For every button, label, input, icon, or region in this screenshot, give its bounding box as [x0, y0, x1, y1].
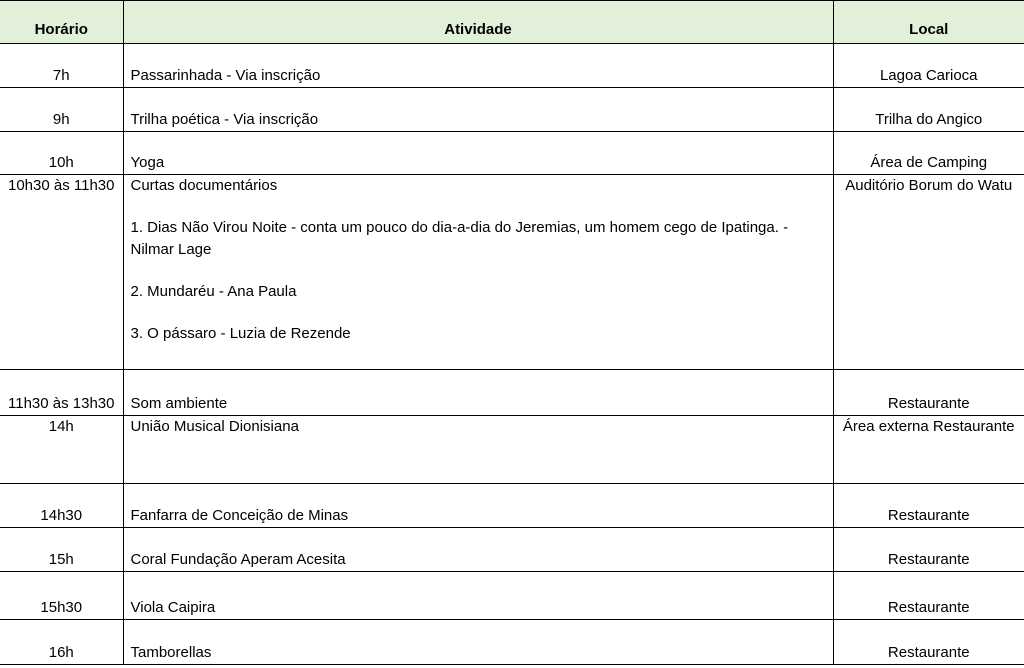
cell-time: 16h	[0, 620, 123, 665]
table-row	[0, 88, 1024, 132]
cell-location: Restaurante	[833, 572, 1024, 620]
cell-location: Área externa Restaurante	[833, 416, 1024, 484]
cell-location: Trilha do Angico	[833, 88, 1024, 132]
cell-time: 10h	[0, 132, 123, 175]
cell-activity: Trilha poética - Via inscrição	[123, 88, 833, 132]
cell-time: 14h30	[0, 484, 123, 528]
cell-activity: Fanfarra de Conceição de Minas	[123, 484, 833, 528]
cell-time: 10h30 às 11h30	[0, 175, 123, 370]
cell-location: Auditório Borum do Watu	[833, 175, 1024, 370]
activity-title: Curtas documentários	[130, 177, 278, 194]
table-row	[0, 132, 1024, 175]
cell-activity: Passarinhada - Via inscrição	[123, 44, 833, 88]
cell-activity: Yoga	[123, 132, 833, 175]
table-row	[0, 572, 1024, 620]
cell-location: Restaurante	[833, 528, 1024, 572]
table-row	[0, 484, 1024, 528]
header-location: Local	[833, 1, 1024, 44]
activity-item: 2. Mundaréu - Ana Paula	[130, 283, 297, 300]
cell-location: Lagoa Carioca	[833, 44, 1024, 88]
cell-activity: Som ambiente	[123, 370, 833, 416]
header-row	[0, 1, 1024, 44]
cell-location: Área de Camping	[833, 132, 1024, 175]
cell-activity: União Musical Dionisiana	[123, 416, 833, 484]
activity-item: 3. O pássaro - Luzia de Rezende	[130, 325, 351, 342]
table-row	[0, 175, 1024, 370]
cell-location: Restaurante	[833, 620, 1024, 665]
cell-activity: Coral Fundação Aperam Acesita	[123, 528, 833, 572]
cell-activity	[123, 175, 833, 370]
table-row	[0, 620, 1024, 665]
cell-location: Restaurante	[833, 370, 1024, 416]
table-row	[0, 44, 1024, 88]
header-activity: Atividade	[123, 1, 833, 44]
header-time: Horário	[0, 1, 123, 44]
cell-activity: Tamborellas	[123, 620, 833, 665]
cell-time: 15h	[0, 528, 123, 572]
cell-time: 14h	[0, 416, 123, 484]
cell-time: 15h30	[0, 572, 123, 620]
table-row	[0, 416, 1024, 484]
cell-time: 7h	[0, 44, 123, 88]
table-row	[0, 528, 1024, 572]
cell-time: 11h30 às 13h30	[0, 370, 123, 416]
activity-item: 1. Dias Não Virou Noite - conta um pouco do dia-a-dia do Jeremias, um homem cego de Ipatinga. - Nilmar Lage	[130, 219, 789, 258]
cell-time: 9h	[0, 88, 123, 132]
cell-location: Restaurante	[833, 484, 1024, 528]
cell-activity: Viola Caipira	[123, 572, 833, 620]
table-row	[0, 370, 1024, 416]
